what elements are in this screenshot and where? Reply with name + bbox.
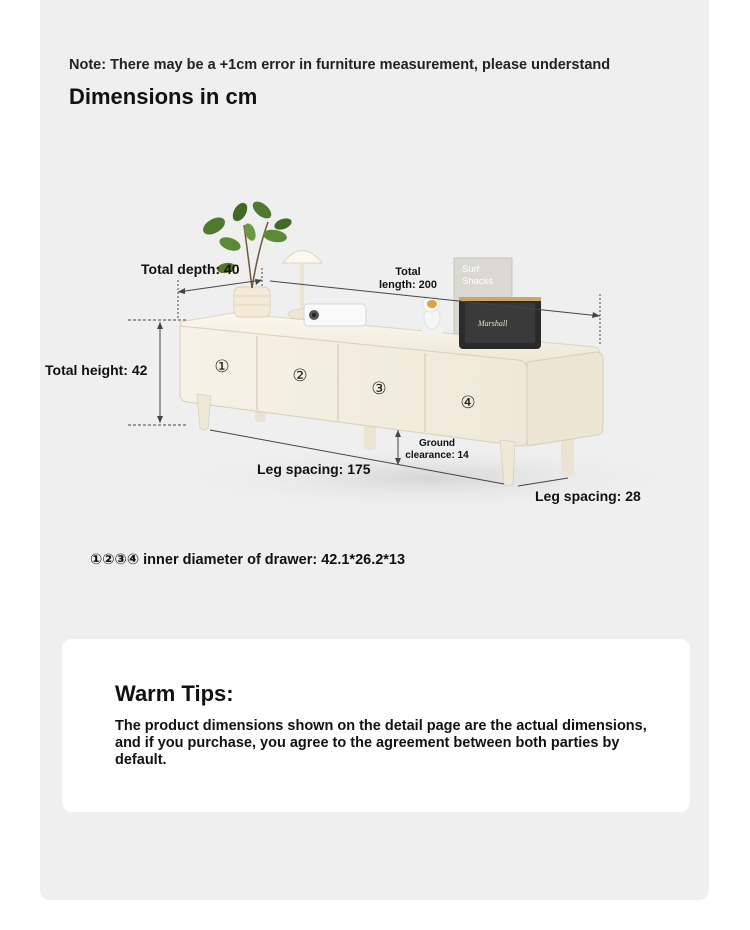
drawer-number-1: ① bbox=[214, 357, 230, 377]
drawer-number-4: ④ bbox=[460, 393, 476, 413]
front-leg-left bbox=[197, 394, 211, 430]
total-height-label: Total height: 42 bbox=[45, 362, 148, 378]
projector bbox=[304, 304, 366, 326]
total-length-label bbox=[376, 266, 440, 292]
cabinet-side bbox=[527, 352, 603, 446]
book-cover-text-2: Shacks bbox=[462, 276, 494, 287]
total-length-line1: Total bbox=[395, 266, 421, 278]
astronaut-figurine bbox=[422, 296, 444, 335]
ground-clearance-line2: clearance: 14 bbox=[405, 450, 469, 461]
page-title: Dimensions in cm bbox=[69, 84, 258, 109]
ground-clearance-line1: Ground bbox=[418, 438, 456, 449]
speaker-brand: Marshall bbox=[478, 319, 508, 328]
total-depth-label: Total depth: 40 bbox=[141, 261, 240, 277]
leg-spacing-long-label: Leg spacing: 175 bbox=[257, 461, 371, 477]
speaker bbox=[459, 297, 541, 349]
measurement-note: Note: There may be a +1cm error in furniture measurement, please understand bbox=[69, 57, 611, 73]
total-length-line2: length: 200 bbox=[378, 279, 438, 291]
ground-clearance-label bbox=[404, 438, 470, 462]
warm-tips-body: The product dimensions shown on the detail page are the actual dimensions, and if you purchase, you agree to the agreement between both parties by default. bbox=[115, 718, 647, 768]
drawer-number-2: ② bbox=[292, 366, 308, 386]
warm-tips-title: Warm Tips: bbox=[115, 681, 234, 706]
drawer-inner-diameter-note: ①②③④ inner diameter of drawer: 42.1*26.2*13 bbox=[90, 552, 406, 568]
book-cover-text-1: Surf bbox=[462, 264, 480, 275]
leg-spacing-short-label: Leg spacing: 28 bbox=[535, 488, 641, 504]
drawer-number-3: ③ bbox=[371, 379, 387, 399]
warm-tips-card bbox=[62, 639, 690, 812]
potted-plant bbox=[200, 198, 293, 317]
